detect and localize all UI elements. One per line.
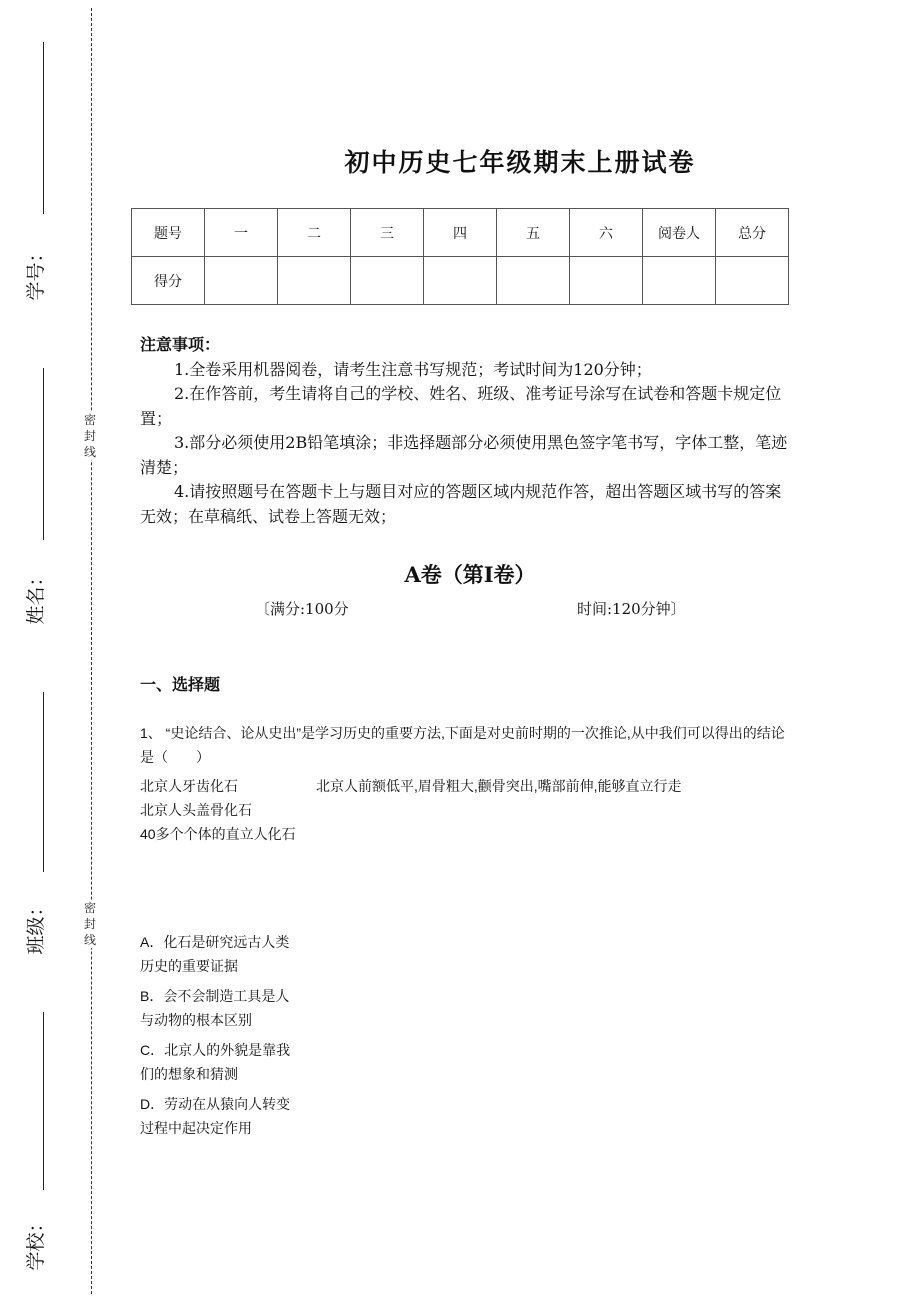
score-cell (424, 257, 497, 305)
inference-text: 北京人前额低平,眉骨粗大,颧骨突出,嘴部前伸,能够直立行走 (316, 778, 682, 794)
seal-char: 线 (83, 933, 96, 947)
question-stem: 1、 “史论结合、论从史出”是学习历史的重要方法,下面是对史前时期的一次推论,从中我们可以得出的结论是（ ） (140, 725, 785, 765)
student-id-underline (43, 42, 44, 214)
header-cell: 题号 (132, 209, 205, 257)
seal-char: 密 (83, 901, 96, 915)
name-label: 姓名： (24, 567, 47, 625)
evidence-item: 北京人头盖骨化石 (140, 802, 252, 818)
time-label: 时间:120分钟〕 (577, 600, 686, 618)
option-d[interactable]: D．劳动在从猿向人转变过程中起决定作用 (140, 1096, 291, 1136)
seal-char: 密 (83, 413, 96, 427)
header-cell: 五 (497, 209, 570, 257)
volume-title: A卷（第I卷） (404, 562, 536, 587)
school-label: 学校： (24, 1213, 47, 1271)
student-id-label: 学号： (24, 243, 47, 301)
notes-block (140, 333, 790, 529)
score-table-header-row (132, 209, 789, 257)
score-row-label: 得分 (132, 257, 205, 305)
section-title: 一、选择题 (140, 675, 221, 694)
header-cell: 总分 (716, 209, 789, 257)
note-item: 3.部分必须使用2B铅笔填涂；非选择题部分必须使用黑色签字笔书写，字体工整，笔迹清楚； (140, 433, 788, 477)
score-cell (716, 257, 789, 305)
seal-mark-upper (82, 412, 98, 460)
evidence-item: 北京人牙齿化石 (140, 778, 238, 794)
seal-char: 封 (83, 917, 96, 931)
note-item: 4.请按照题号在答题卡上与题目对应的答题区域内规范作答，超出答题区域书写的答案无效；在草稿纸、试卷上答题无效； (140, 482, 782, 526)
option-a[interactable]: A．化石是研究远古人类历史的重要证据 (140, 934, 290, 974)
score-cell (351, 257, 424, 305)
seal-char: 线 (83, 445, 96, 459)
score-cell (278, 257, 351, 305)
score-table-score-row (132, 257, 789, 305)
score-cell (643, 257, 716, 305)
note-item: 1.全卷采用机器阅卷，请考生注意书写规范；考试时间为120分钟； (174, 359, 652, 379)
header-cell: 阅卷人 (643, 209, 716, 257)
evidence-item: 40多个个体的直立人化石 (140, 826, 296, 842)
score-table (131, 208, 789, 305)
header-cell: 六 (570, 209, 643, 257)
score-cell (205, 257, 278, 305)
school-underline (43, 1012, 44, 1190)
header-cell: 三 (351, 209, 424, 257)
header-cell: 二 (278, 209, 351, 257)
option-b[interactable]: B．会不会制造工具是人与动物的根本区别 (140, 988, 290, 1028)
score-cell (497, 257, 570, 305)
seal-dashed-line (91, 8, 92, 1294)
score-cell (570, 257, 643, 305)
full-score-label: 〔满分:100分 (255, 600, 349, 618)
seal-char: 封 (83, 429, 96, 443)
option-c[interactable]: C．北京人的外貌是靠我们的想象和猜测 (140, 1042, 291, 1082)
header-cell: 一 (205, 209, 278, 257)
header-cell: 四 (424, 209, 497, 257)
class-label: 班级： (24, 897, 47, 955)
seal-mark-lower (82, 900, 98, 948)
name-underline (43, 368, 44, 540)
note-item: 2.在作答前，考生请将自己的学校、姓名、班级、准考证号涂写在试卷和答题卡规定位置； (140, 384, 782, 428)
class-underline (43, 692, 44, 872)
notes-heading: 注意事项： (140, 335, 221, 354)
exam-title: 初中历史七年级期末上册试卷 (344, 148, 696, 177)
